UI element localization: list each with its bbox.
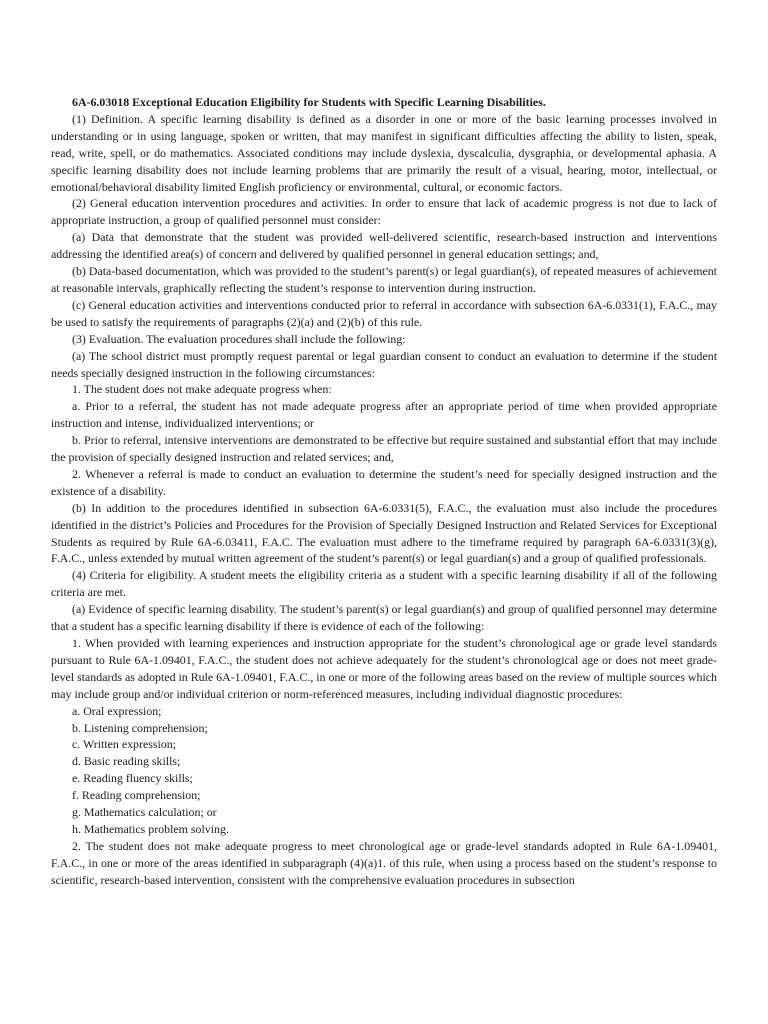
paragraph-4a-2: 2. The student does not make adequate progress to meet chronological age or grade-level standards adopted in Rule 6A-1.09401, F.A.C., in one or more of the areas identified in subparagraph (4)(a)1. of this rule, when using a process based on the student’s response to scientific, research-based intervention, consistent with the comprehensive evaluation procedures in subsection	[51, 838, 717, 887]
paragraph-3b: (b) In addition to the procedures identified in subsection 6A-6.0331(5), F.A.C., the evaluation must also include the procedures identified in the district’s Policies and Procedures for the Provision of Specially Designed Instruction and Related Services for Exceptional Students as required by Rule 6A-6.03411, F.A.C. The evaluation must adhere to the timeframe required by paragraph 6A-6.0331(3)(g), F.A.C., unless extended by mutual written agreement of the student’s parent(s) or legal guardian(s) and a group of qualified professionals.	[51, 500, 717, 566]
paragraph-intervention-procedures: (2) General education intervention procedures and activities. In order to ensure that lack of academic progress is not due to lack of appropriate instruction, a group of qualified personnel must consider:	[51, 196, 717, 228]
list-item-oral-expression: a. Oral expression;	[72, 703, 162, 718]
rule-title: 6A-6.03018 Exceptional Education Eligibility for Students with Specific Learning Disabilities.	[72, 95, 546, 109]
paragraph-3a: (a) The school district must promptly request parental or legal guardian consent to conduct an evaluation to determine if the student needs specially designed instruction in the following circumstances:	[51, 348, 717, 380]
paragraph-2b: (b) Data-based documentation, which was provided to the student’s parent(s) or legal guardian(s), of repeated measures of achievement at reasonable intervals, graphically reflecting the student’s response to intervention during instruction.	[51, 264, 717, 295]
paragraph-definition: (1) Definition. A specific learning disability is defined as a disorder in one or more of the basic learning processes involved in understanding or in using language, spoken or written, that may manifest in significant difficulties affecting the ability to listen, speak, read, write, spell, or do mathematics. Associated conditions may include dyslexia, dyscalculia, dysgraphia, or developmental aphasia. A specific learning disability does not include learning problems that are primarily the result of a visual, hearing, motor, intellectual, or emotional/behavioral disability limited English proficiency or environmental, cultural, or economic factors.	[51, 111, 717, 194]
paragraph-3a-1-b: b. Prior to referral, intensive interventions are demonstrated to be effective but require sustained and substantial effort that may include the provision of specially designed instruction and related services; and,	[51, 433, 717, 465]
list-item-reading-comprehension: f. Reading comprehension;	[72, 788, 201, 803]
paragraph-3a-2: 2. Whenever a referral is made to conduct an evaluation to determine the student’s need for specially designed instruction and the existence of a disability.	[51, 466, 717, 498]
list-item-listening-comprehension: b. Listening comprehension;	[72, 720, 208, 735]
paragraph-evaluation: (3) Evaluation. The evaluation procedures shall include the following:	[72, 331, 406, 346]
list-item-math-problem-solving: h. Mathematics problem solving.	[72, 821, 229, 836]
paragraph-eligibility-criteria: (4) Criteria for eligibility. A student meets the eligibility criteria as a student with a specific learning disability if all of the following criteria are met.	[51, 568, 717, 600]
list-item-written-expression: c. Written expression;	[72, 737, 176, 752]
document-page	[51, 94, 717, 889]
paragraph-2a: (a) Data that demonstrate that the student was provided well-delivered scientific, research-based instruction and interventions addressing the identified area(s) of concern and delivered by qualified personnel in general education settings; and,	[51, 230, 717, 262]
paragraph-3a-1: 1. The student does not make adequate progress when:	[72, 382, 332, 397]
paragraph-2c: (c) General education activities and interventions conducted prior to referral in accordance with subsection 6A-6.0331(1), F.A.C., may be used to satisfy the requirements of paragraphs (2)(a) and (2)(b) of this rule.	[51, 297, 717, 329]
paragraph-4a: (a) Evidence of specific learning disability. The student’s parent(s) or legal guardian(s) and group of qualified personnel may determine that a student has a specific learning disability if there is evidence of each of the following:	[51, 602, 717, 634]
list-item-reading-fluency: e. Reading fluency skills;	[72, 771, 193, 786]
paragraph-4a-1: 1. When provided with learning experiences and instruction appropriate for the student’s chronological age or grade level standards pursuant to Rule 6A-1.09401, F.A.C., the student does not achieve adequately for the student’s chronological age or does not meet grade-level standards as adopted in Rule 6A-1.09401, F.A.C., in one or more of the following areas based on the review of multiple sources which may include group and/or individual criterion or norm-referenced measures, including individual diagnostic procedures:	[51, 636, 717, 701]
paragraph-3a-1-a: a. Prior to a referral, the student has not made adequate progress after an appropriate period of time when provided appropriate instruction and intense, individualized interventions; or	[51, 399, 717, 431]
list-item-basic-reading-skills: d. Basic reading skills;	[72, 754, 181, 769]
list-item-math-calculation: g. Mathematics calculation; or	[72, 805, 217, 820]
